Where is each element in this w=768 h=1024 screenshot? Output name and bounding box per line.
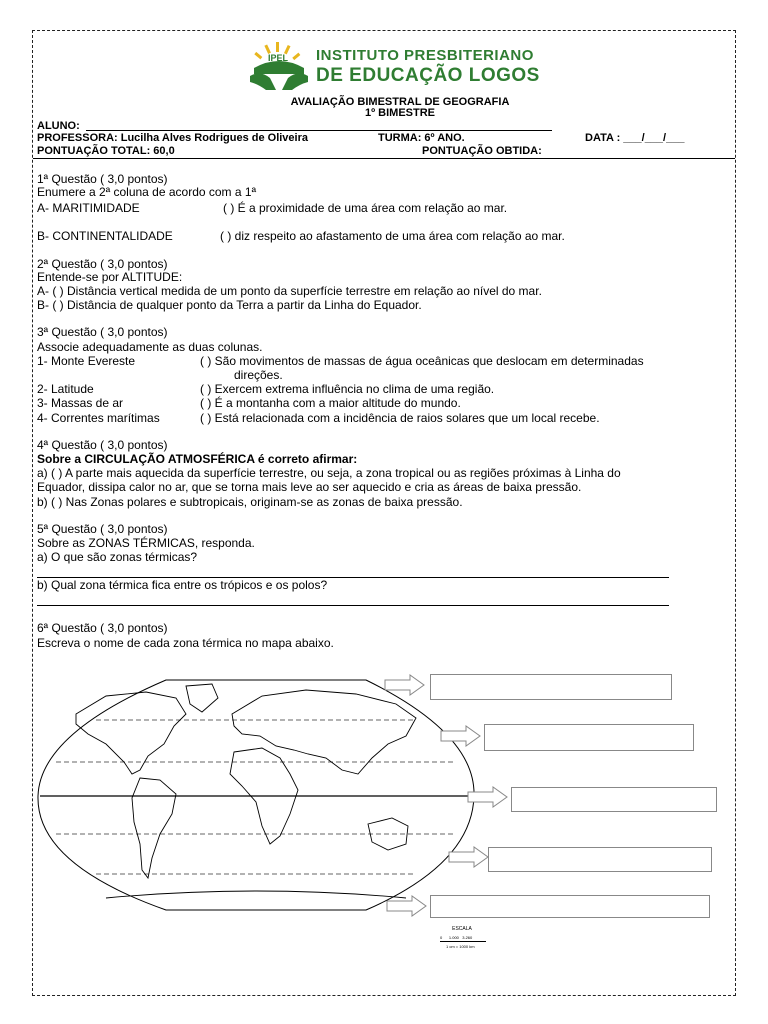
turma-label: TURMA: 6º ANO.: [378, 132, 465, 144]
q3-left-4: 4- Correntes marítimas: [37, 411, 160, 425]
logo-emblem-icon: [246, 40, 312, 92]
school-name-line2: DE EDUCAÇÃO LOGOS: [316, 65, 540, 86]
arrow-icon-5: [386, 895, 428, 917]
zone-answer-box-3[interactable]: [511, 787, 717, 812]
zone-answer-box-1[interactable]: [430, 674, 672, 700]
q1-item-b-term: B- CONTINENTALIDADE: [37, 229, 173, 243]
school-name-line1: INSTITUTO PRESBITERIANO: [316, 47, 534, 64]
greenland-shape: [186, 684, 218, 712]
zone-answer-box-2[interactable]: [484, 724, 694, 751]
pontuacao-total-label: PONTUAÇÃO TOTAL: 60,0: [37, 145, 175, 157]
q3-right-1: ( ) São movimentos de massas de água oceânicas que deslocam em determinadas: [200, 354, 644, 368]
q1-item-a-definition: ( ) É a proximidade de uma área com relação ao mar.: [223, 201, 508, 215]
q2-item-a: A- ( ) Distância vertical medida de um ponto da superfície terrestre em relação ao nível do mar.: [37, 284, 542, 298]
south-america-shape: [132, 778, 176, 878]
data-label: DATA : ___/___/___: [585, 132, 685, 144]
scale-bar: [440, 941, 486, 942]
arrow-icon-1: [384, 674, 426, 696]
q5-item-b: b) Qual zona térmica fica entre os trópicos e os polos?: [37, 578, 328, 592]
q6-title: 6ª Questão ( 3,0 pontos): [37, 621, 168, 635]
map-scale: [440, 926, 500, 949]
pontuacao-obtida-label: PONTUAÇÃO OBTIDA:: [422, 145, 542, 157]
q2-instruction: Entende-se por ALTITUDE:: [37, 270, 183, 284]
q3-right-1-cont: direções.: [234, 368, 283, 382]
q2-title: 2ª Questão ( 3,0 pontos): [37, 257, 168, 271]
q1-item-a-term: A- MARITIMIDADE: [37, 201, 140, 215]
zone-answer-box-4[interactable]: [488, 847, 712, 872]
arrow-icon-4: [448, 846, 490, 868]
q5-item-a: a) O que são zonas térmicas?: [37, 550, 198, 564]
school-logo: [246, 40, 540, 92]
q2-item-b: B- ( ) Distância de qualquer ponto da Terra a partir da Linha do Equador.: [37, 298, 422, 312]
q3-left-1: 1- Monte Evereste: [37, 354, 136, 368]
q4-title: 4ª Questão ( 3,0 pontos): [37, 438, 168, 452]
exam-subtitle: 1º BIMESTRE: [364, 107, 436, 119]
q1-title: 1ª Questão ( 3,0 pontos): [37, 172, 168, 186]
exam-title: AVALIAÇÃO BIMESTRAL DE GEOGRAFIA: [290, 96, 510, 108]
europe-asia-shape: [232, 690, 416, 774]
q4-item-b: b) ( ) Nas Zonas polares e subtropicais, originam-se as zonas de baixa pressão.: [37, 495, 463, 509]
q3-left-2: 2- Latitude: [37, 382, 94, 396]
q3-instruction: Associe adequadamente as duas colunas.: [37, 340, 263, 354]
q5-title: 5ª Questão ( 3,0 pontos): [37, 522, 168, 536]
q4-item-a-line2: Equador, dissipa calor no ar, que se torna mais leve ao ser aquecido e cria as áreas de baixa pressão.: [37, 480, 582, 494]
q3-right-2: ( ) Exercem extrema influência no clima de uma região.: [200, 382, 495, 396]
scale-ticks: 0 1.000 3.260: [440, 935, 473, 940]
header-divider: [33, 158, 735, 159]
aluno-label: ALUNO:: [37, 120, 80, 132]
arrow-icon-3: [467, 786, 509, 808]
q4-item-a-line1: a) ( ) A parte mais aquecida da superfície terrestre, ou seja, a zona tropical ou as regiões próximas à Linha do: [37, 466, 621, 480]
zone-answer-box-5[interactable]: [430, 895, 710, 918]
scale-note: 1 cm = 1000 km: [446, 944, 475, 949]
q6-instruction: Escreva o nome de cada zona térmica no mapa abaixo.: [37, 636, 334, 650]
q3-left-3: 3- Massas de ar: [37, 396, 124, 410]
professora-label: PROFESSORA: Lucilha Alves Rodrigues de Oliveira: [37, 132, 308, 144]
scale-label: ESCALA: [452, 926, 472, 932]
q3-right-3: ( ) É a montanha com a maior altitude do mundo.: [200, 396, 461, 410]
q1-instruction: Enumere a 2ª coluna de acordo com a 1ª: [37, 185, 257, 199]
antarctica-shape: [106, 891, 406, 898]
logo-abbr: IPEL: [268, 53, 289, 63]
q1-item-b-definition: ( ) diz respeito ao afastamento de uma área com relação ao mar.: [220, 229, 565, 243]
q5-instruction: Sobre as ZONAS TÉRMICAS, responda.: [37, 536, 255, 550]
q4-prompt: Sobre a CIRCULAÇÃO ATMOSFÉRICA é correto afirmar:: [37, 452, 358, 466]
q3-title: 3ª Questão ( 3,0 pontos): [37, 325, 168, 339]
aluno-answer-line: [86, 130, 552, 131]
map-outline: [38, 680, 474, 910]
q3-right-4: ( ) Está relacionada com a incidência de raios solares que um local recebe.: [200, 411, 600, 425]
world-map: [36, 674, 476, 914]
q5-answer-line-b[interactable]: [37, 605, 669, 606]
arrow-icon-2: [440, 725, 482, 747]
